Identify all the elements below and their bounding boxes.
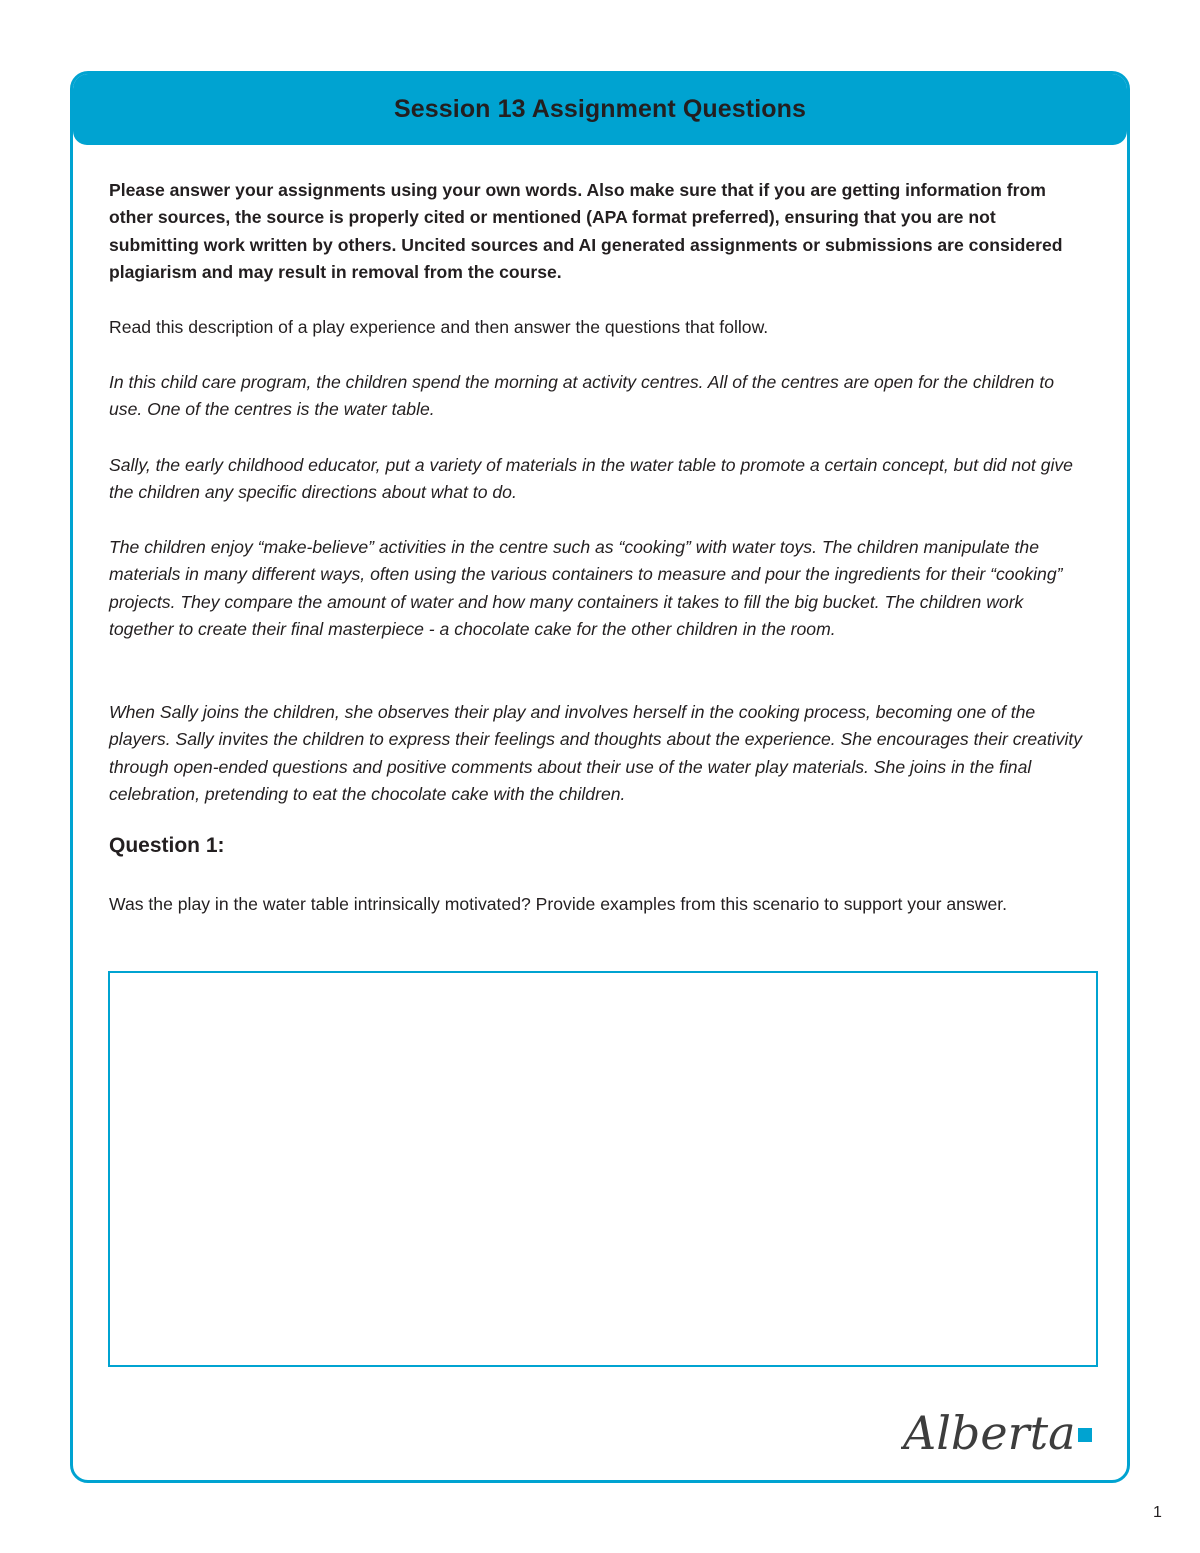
alberta-logo xyxy=(901,1401,1101,1461)
title-banner xyxy=(73,74,1127,145)
scenario-paragraph-3: The children enjoy “make-believe” activities in the centre such as “cooking” with water toys. The children manipulate the materials in many different ways, often using the various containers to measure and pour the ingredients for their “cooking” projects. They compare the amount of water and how many containers it takes to fill the big bucket. The children work together to create their final masterpiece - a chocolate cake for the other children in the room. xyxy=(109,537,1063,639)
page-frame xyxy=(70,71,1130,1483)
instructions-text: Please answer your assignments using your own words. Also make sure that if you are getting information from other sources, the source is properly cited or mentioned (APA format preferred), ensuring that you are not submitting work written by others. Uncited sources and AI generated assignments or submissions are considered plagiarism and may result in removal from the course. xyxy=(109,180,1063,282)
question-heading: Question 1: xyxy=(109,834,225,857)
scenario-paragraph-1: In this child care program, the children spend the morning at activity centres. All of the centres are open for the children to use. One of the centres is the water table. xyxy=(109,372,1055,420)
alberta-logo-text: Alberta xyxy=(903,1406,1076,1460)
intro-text: Read this description of a play experience and then answer the questions that follow. xyxy=(109,317,769,337)
question-text: Was the play in the water table intrinsically motivated? Provide examples from this scenario to support your answer. xyxy=(109,894,1008,914)
page-title: Session 13 Assignment Questions xyxy=(393,95,806,123)
answer-field[interactable] xyxy=(108,971,1098,1367)
scenario-paragraph-2: Sally, the early childhood educator, put a variety of materials in the water table to promote a certain concept, but did not give the children any specific directions about what to do. xyxy=(109,455,1073,503)
scenario-paragraph-4: When Sally joins the children, she observes their play and involves herself in the cooking process, becoming one of the players. Sally invites the children to express their feelings and thoughts about the experience. She encourages their creativity through open-ended questions and positive comments about their use of the water play materials. She joins in the final celebration, pretending to eat the chocolate cake with the children. xyxy=(109,702,1083,804)
page-number: 1 xyxy=(1153,1504,1162,1521)
alberta-logo-square xyxy=(1078,1428,1092,1442)
